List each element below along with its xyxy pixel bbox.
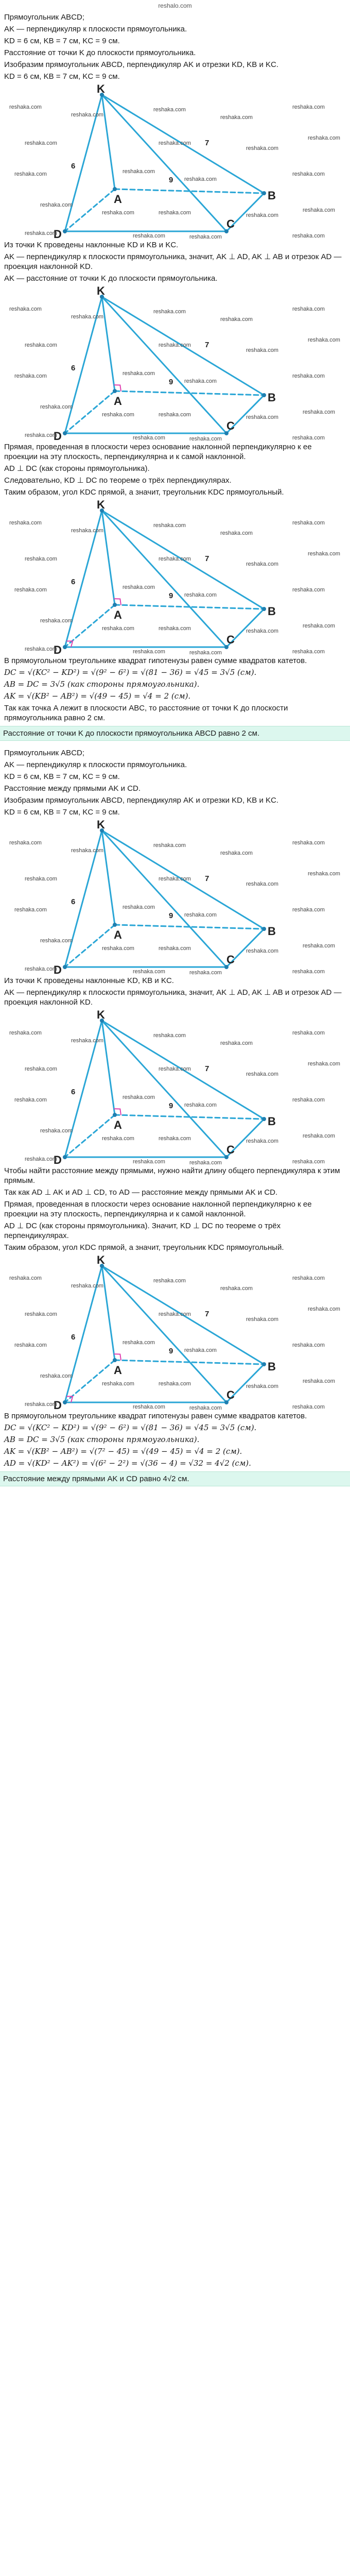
vertex-d: [63, 645, 67, 649]
watermark: reshaka.com: [159, 342, 191, 348]
length-label-kb: 7: [205, 874, 209, 883]
vertex-label-c: C: [226, 217, 235, 230]
length-label-kd: 6: [71, 162, 76, 171]
given-line: KD = 6 см, KB = 7 см, KC = 9 см.: [4, 772, 120, 781]
watermark: reshaka.com: [133, 435, 165, 441]
calculation: AB = DC = 3√5 (как стороны прямоугольника).: [4, 680, 200, 689]
length-label-kd: 6: [71, 1333, 76, 1342]
solution-step: AK — перпендикуляр к плоскости прямоугольника, значит, AK ⊥ AD, AK ⊥ AB и отрезок AD — проекция наклонной KD.: [4, 988, 342, 1007]
watermark: reshaka.com: [292, 969, 325, 975]
vertex-label-d: D: [54, 228, 62, 238]
watermark: reshaka.com: [133, 1404, 165, 1410]
watermark: reshaka.com: [25, 1066, 57, 1072]
watermark: reshaka.com: [220, 1285, 253, 1292]
watermark: reshaka.com: [71, 112, 103, 118]
watermark: reshaka.com: [292, 1342, 325, 1348]
watermark: reshaka.com: [292, 587, 325, 593]
watermark: reshaka.com: [14, 171, 47, 177]
watermark: reshaka.com: [159, 1066, 191, 1072]
watermark: reshaka.com: [292, 233, 325, 239]
watermark: reshaka.com: [246, 347, 278, 353]
watermark: reshaka.com: [159, 625, 191, 632]
watermark: reshaka.com: [246, 948, 278, 954]
watermark: reshaka.com: [220, 114, 253, 121]
vertex-b: [262, 607, 266, 611]
watermark: reshaka.com: [189, 234, 222, 240]
watermark: reshaka.com: [189, 436, 222, 442]
watermark: reshaka.com: [133, 233, 165, 239]
watermark: reshaka.com: [184, 1102, 217, 1108]
vertex-a: [113, 187, 117, 191]
length-label-kd: 6: [71, 364, 76, 372]
calculation: DC = √(KC² − KD²) = √(9² − 6²) = √(81 − 36) = √45 = 3√5 (см).: [4, 668, 257, 677]
watermark: reshaka.com: [246, 628, 278, 634]
watermark: reshaka.com: [25, 1311, 57, 1317]
length-label-kc: 9: [169, 1347, 173, 1355]
watermark: reshaka.com: [25, 1156, 57, 1162]
watermark: reshaka.com: [303, 409, 335, 415]
watermark: reshaka.com: [308, 551, 340, 557]
solution-step: Изобразим прямоугольник ABCD, перпендикуляр AK и отрезки KD, KB и KC.: [4, 796, 279, 805]
watermark: reshaka.com: [292, 1097, 325, 1103]
watermark: reshaka.com: [220, 316, 253, 323]
solution-step: Так как точка A лежит в плоскости ABC, то расстояние от точки K до плоскости прямоугольника равно 2 см.: [4, 704, 288, 722]
watermark: reshaka.com: [246, 1071, 278, 1077]
watermark: reshaka.com: [153, 107, 186, 113]
watermark: reshaka.com: [292, 1404, 325, 1410]
watermark: reshaka.com: [122, 1094, 155, 1100]
watermark: reshaka.com: [159, 1311, 191, 1317]
watermark: reshaka.com: [220, 530, 253, 536]
watermark: reshaka.com: [25, 966, 57, 972]
watermark: reshaka.com: [246, 414, 278, 420]
solution-step: Прямая, проведенная в плоскости через основание наклонной перпендикулярно к ее проекции на эту плоскость, перпендикулярна и к самой наклонной.: [4, 443, 312, 461]
watermark: reshaka.com: [246, 1316, 278, 1323]
vertex-label-k: K: [97, 83, 105, 95]
watermark: reshaka.com: [14, 373, 47, 379]
vertex-label-k: K: [97, 819, 105, 831]
vertex-label-b: B: [268, 391, 276, 404]
watermark: reshaka.com: [71, 848, 103, 854]
calculation: AK = √(KB² − AB²) = √(7² − 45) = √(49 − 45) = √4 = 2 (см).: [4, 1447, 242, 1456]
vertex-label-d: D: [54, 1399, 62, 1409]
edge-ka: [102, 1266, 115, 1360]
vertex-label-a: A: [114, 1118, 122, 1131]
watermark: reshaka.com: [9, 306, 42, 312]
length-label-kd: 6: [71, 1088, 76, 1096]
watermark: reshaka.com: [189, 650, 222, 656]
watermark: reshaka.com: [102, 945, 134, 952]
vertex-label-b: B: [268, 605, 276, 618]
watermark: reshaka.com: [159, 412, 191, 418]
watermark: reshaka.com: [14, 1097, 47, 1103]
length-label-kc: 9: [169, 1101, 173, 1110]
find-line: Расстояние между прямыми AK и CD.: [4, 784, 141, 793]
watermark: reshaka.com: [102, 210, 134, 216]
length-label-kc: 9: [169, 378, 173, 386]
calculation: AK = √(KB² − AB²) = √(49 − 45) = √4 = 2 (см).: [4, 691, 191, 701]
watermark: reshaka.com: [153, 1032, 186, 1039]
vertex-d: [63, 965, 67, 969]
solution-step: Следовательно, KD ⊥ DC по теореме о трёх перпендикулярах.: [4, 476, 232, 485]
calculation: AB = DC = 3√5 (как стороны прямоугольника).: [4, 1435, 200, 1444]
watermark: reshaka.com: [292, 520, 325, 526]
calculation: DC = √(KC² − KD²) = √(9² − 6²) = √(81 − 36) = √45 = 3√5 (см).: [4, 1423, 257, 1432]
answer-box: [0, 726, 350, 741]
watermark: reshaka.com: [40, 1373, 73, 1379]
watermark: reshaka.com: [184, 176, 217, 182]
watermark: reshaka.com: [9, 1030, 42, 1036]
watermark: reshaka.com: [184, 912, 217, 918]
watermark: reshaka.com: [303, 207, 335, 213]
length-label-kb: 7: [205, 554, 209, 563]
vertex-label-b: B: [268, 1360, 276, 1373]
watermark: reshaka.com: [122, 584, 155, 590]
watermark: reshaka.com: [292, 649, 325, 655]
watermark: reshaka.com: [71, 528, 103, 534]
watermark: reshaka.com: [220, 850, 253, 856]
watermark: reshaka.com: [25, 876, 57, 882]
vertex-a: [113, 1113, 117, 1117]
watermark: reshaka.com: [292, 1159, 325, 1165]
solution-step: Прямая, проведенная в плоскости через основание наклонной перпендикулярно к ее проекции на эту плоскость, перпендикулярна и к самой наклонной.: [4, 1200, 312, 1218]
given-title: Прямоугольник ABCD;: [4, 13, 85, 22]
watermark: reshaka.com: [25, 1401, 57, 1408]
watermark: reshaka.com: [25, 230, 57, 236]
watermark: reshaka.com: [308, 1061, 340, 1067]
watermark: reshaka.com: [303, 943, 335, 949]
solution-step: KD = 6 см, KB = 7 см, KC = 9 см.: [4, 72, 120, 81]
site-name: reshalo.com: [158, 2, 192, 9]
vertex-a: [113, 603, 117, 607]
watermark: reshaka.com: [122, 904, 155, 910]
edge-ka: [102, 95, 115, 189]
figure-pyramid: [4, 285, 346, 440]
watermark: reshaka.com: [71, 1283, 103, 1289]
watermark: reshaka.com: [292, 171, 325, 177]
watermark: reshaka.com: [246, 145, 278, 151]
watermark: reshaka.com: [246, 1138, 278, 1144]
vertex-label-d: D: [54, 430, 62, 440]
watermark: reshaka.com: [14, 907, 47, 913]
watermark: reshaka.com: [246, 561, 278, 567]
length-label-kc: 9: [169, 911, 173, 920]
watermark: reshaka.com: [246, 212, 278, 218]
given-title: Прямоугольник ABCD;: [4, 749, 85, 757]
watermark: reshaka.com: [133, 1159, 165, 1165]
given-line: AK — перпендикуляр к плоскости прямоугольника.: [4, 25, 187, 33]
watermark: reshaka.com: [153, 522, 186, 529]
watermark: reshaka.com: [9, 104, 42, 110]
vertex-label-c: C: [226, 419, 235, 432]
given-line: AK — перпендикуляр к плоскости прямоугольника.: [4, 760, 187, 769]
vertex-b: [262, 191, 266, 195]
solution-step: AD ⊥ DC (как стороны прямоугольника). Значит, KD ⊥ DC по теореме о трёх перпендикулярах.: [4, 1222, 281, 1240]
solution-content: [0, 12, 350, 1486]
vertex-label-d: D: [54, 963, 62, 974]
length-label-kb: 7: [205, 1310, 209, 1318]
vertex-label-c: C: [226, 953, 235, 966]
watermark: reshaka.com: [189, 970, 222, 976]
length-label-kc: 9: [169, 176, 173, 184]
answer-text: Расстояние от точки K до плоскости прямоугольника ABCD равно 2 см.: [3, 729, 260, 738]
watermark: reshaka.com: [25, 646, 57, 652]
length-label-kb: 7: [205, 1064, 209, 1073]
length-label-kb: 7: [205, 139, 209, 147]
edge-ka: [102, 297, 115, 391]
watermark: reshaka.com: [14, 1342, 47, 1348]
watermark: reshaka.com: [308, 871, 340, 877]
vertex-label-k: K: [97, 1255, 105, 1266]
vertex-b: [262, 1117, 266, 1121]
figure-pyramid: [4, 1255, 346, 1409]
vertex-label-a: A: [114, 1364, 122, 1377]
watermark: reshaka.com: [292, 1275, 325, 1281]
watermark: reshaka.com: [292, 435, 325, 441]
figure-pyramid: [4, 1009, 346, 1164]
solution-step: Из точки K проведены наклонные KD и KB и KC.: [4, 241, 179, 249]
watermark: reshaka.com: [292, 840, 325, 846]
vertex-label-c: C: [226, 1143, 235, 1156]
length-label-kb: 7: [205, 341, 209, 349]
vertex-d: [63, 431, 67, 435]
watermark: reshaka.com: [122, 168, 155, 175]
figure-pyramid: [4, 83, 346, 238]
watermark: reshaka.com: [303, 623, 335, 629]
given-line: KD = 6 см, KB = 7 см, KC = 9 см.: [4, 37, 120, 45]
length-label-kd: 6: [71, 897, 76, 906]
watermark: reshaka.com: [102, 1136, 134, 1142]
watermark: reshaka.com: [292, 104, 325, 110]
solution-step: В прямоугольном треугольнике квадрат гипотенузы равен сумме квадратов катетов.: [4, 1412, 307, 1420]
watermark: reshaka.com: [292, 1030, 325, 1036]
vertex-label-a: A: [114, 395, 122, 408]
watermark: reshaka.com: [220, 1040, 253, 1046]
watermark: reshaka.com: [308, 1306, 340, 1312]
edge-ka: [102, 511, 115, 605]
watermark: reshaka.com: [40, 202, 73, 208]
watermark: reshaka.com: [40, 938, 73, 944]
vertex-label-b: B: [268, 1115, 276, 1128]
vertex-label-c: C: [226, 633, 235, 646]
watermark: reshaka.com: [102, 1381, 134, 1387]
watermark: reshaka.com: [292, 907, 325, 913]
vertex-label-k: K: [97, 1009, 105, 1021]
site-header: [0, 0, 350, 11]
watermark: reshaka.com: [303, 1133, 335, 1139]
watermark: reshaka.com: [133, 649, 165, 655]
watermark: reshaka.com: [25, 342, 57, 348]
solution-step: Таким образом, угол KDC прямой, а значит, треугольник KDC прямоугольный.: [4, 1243, 284, 1252]
length-label-kd: 6: [71, 578, 76, 586]
watermark: reshaka.com: [9, 840, 42, 846]
vertex-label-b: B: [268, 925, 276, 938]
vertex-d: [63, 1155, 67, 1159]
vertex-b: [262, 393, 266, 397]
vertex-a: [113, 923, 117, 927]
vertex-label-a: A: [114, 193, 122, 206]
watermark: reshaka.com: [159, 1136, 191, 1142]
watermark: reshaka.com: [40, 404, 73, 410]
vertex-label-a: A: [114, 928, 122, 941]
watermark: reshaka.com: [303, 1378, 335, 1384]
watermark: reshaka.com: [153, 842, 186, 849]
watermark: reshaka.com: [159, 876, 191, 882]
watermark: reshaka.com: [133, 969, 165, 975]
calculation: AD = √(KD² − AK²) = √(6² − 2²) = √(36 − 4) = √32 = 4√2 (см).: [4, 1459, 251, 1468]
solution-step: AK — перпендикуляр к плоскости прямоугольника, значит, AK ⊥ AD, AK ⊥ AB и отрезок AD — проекция наклонной KD.: [4, 252, 342, 271]
solution-step: Таким образом, угол KDC прямой, а значит, треугольник KDC прямоугольный.: [4, 488, 284, 497]
solution-step: KD = 6 см, KB = 7 см, KC = 9 см.: [4, 808, 120, 817]
answer-box: [0, 1471, 350, 1486]
vertex-a: [113, 389, 117, 393]
vertex-b: [262, 1362, 266, 1366]
vertex-label-b: B: [268, 189, 276, 202]
watermark: reshaka.com: [159, 945, 191, 952]
length-label-kc: 9: [169, 591, 173, 600]
watermark: reshaka.com: [14, 587, 47, 593]
solution-step: Чтобы найти расстояние между прямыми, нужно найти длину общего перпендикуляра к этим прямым.: [4, 1166, 340, 1185]
watermark: reshaka.com: [184, 1347, 217, 1353]
watermark: reshaka.com: [159, 1381, 191, 1387]
watermark: reshaka.com: [25, 556, 57, 562]
vertex-d: [63, 229, 67, 233]
watermark: reshaka.com: [153, 309, 186, 315]
watermark: reshaka.com: [9, 1275, 42, 1281]
watermark: reshaka.com: [122, 1340, 155, 1346]
watermark: reshaka.com: [102, 412, 134, 418]
watermark: reshaka.com: [25, 432, 57, 438]
watermark: reshaka.com: [246, 881, 278, 887]
solution-step: Так как AD ⊥ AK и AD ⊥ CD, то AD — расстояние между прямыми AK и CD.: [4, 1188, 278, 1197]
solution-step: AD ⊥ DC (как стороны прямоугольника).: [4, 464, 150, 473]
vertex-label-k: K: [97, 285, 105, 297]
watermark: reshaka.com: [292, 373, 325, 379]
watermark: reshaka.com: [9, 520, 42, 526]
watermark: reshaka.com: [189, 1405, 222, 1411]
watermark: reshaka.com: [153, 1278, 186, 1284]
watermark: reshaka.com: [159, 140, 191, 146]
figure-pyramid: [4, 819, 346, 974]
watermark: reshaka.com: [189, 1160, 222, 1166]
vertex-label-a: A: [114, 608, 122, 621]
watermark: reshaka.com: [25, 140, 57, 146]
solution-step: AK — расстояние от точки K до плоскости прямоугольника.: [4, 274, 218, 283]
answer-text: Расстояние между прямыми AK и CD равно 4√2 см.: [3, 1475, 189, 1483]
vertex-label-c: C: [226, 1388, 235, 1401]
watermark: reshaka.com: [292, 306, 325, 312]
watermark: reshaka.com: [71, 314, 103, 320]
watermark: reshaka.com: [102, 625, 134, 632]
watermark: reshaka.com: [246, 1383, 278, 1389]
watermark: reshaka.com: [40, 618, 73, 624]
edge-ka: [102, 1021, 115, 1115]
watermark: reshaka.com: [184, 592, 217, 598]
figure-pyramid: [4, 499, 346, 654]
watermark: reshaka.com: [159, 210, 191, 216]
watermark: reshaka.com: [184, 378, 217, 384]
watermark: reshaka.com: [159, 556, 191, 562]
watermark: reshaka.com: [122, 370, 155, 377]
vertex-label-k: K: [97, 499, 105, 511]
vertex-label-d: D: [54, 643, 62, 654]
vertex-d: [63, 1400, 67, 1404]
find-line: Расстояние от точки K до плоскости прямоугольника.: [4, 48, 196, 57]
watermark: reshaka.com: [308, 337, 340, 343]
vertex-label-d: D: [54, 1154, 62, 1164]
solution-step: Из точки K проведены наклонные KD, KB и KC.: [4, 976, 174, 985]
watermark: reshaka.com: [71, 1038, 103, 1044]
solution-step: Изобразим прямоугольник ABCD, перпендикуляр AK и отрезки KD, KB и KC.: [4, 60, 279, 69]
watermark: reshaka.com: [40, 1128, 73, 1134]
vertex-b: [262, 927, 266, 931]
watermark: reshaka.com: [308, 135, 340, 141]
vertex-a: [113, 1358, 117, 1362]
edge-ka: [102, 831, 115, 925]
solution-step: В прямоугольном треугольнике квадрат гипотенузы равен сумме квадратов катетов.: [4, 656, 307, 665]
